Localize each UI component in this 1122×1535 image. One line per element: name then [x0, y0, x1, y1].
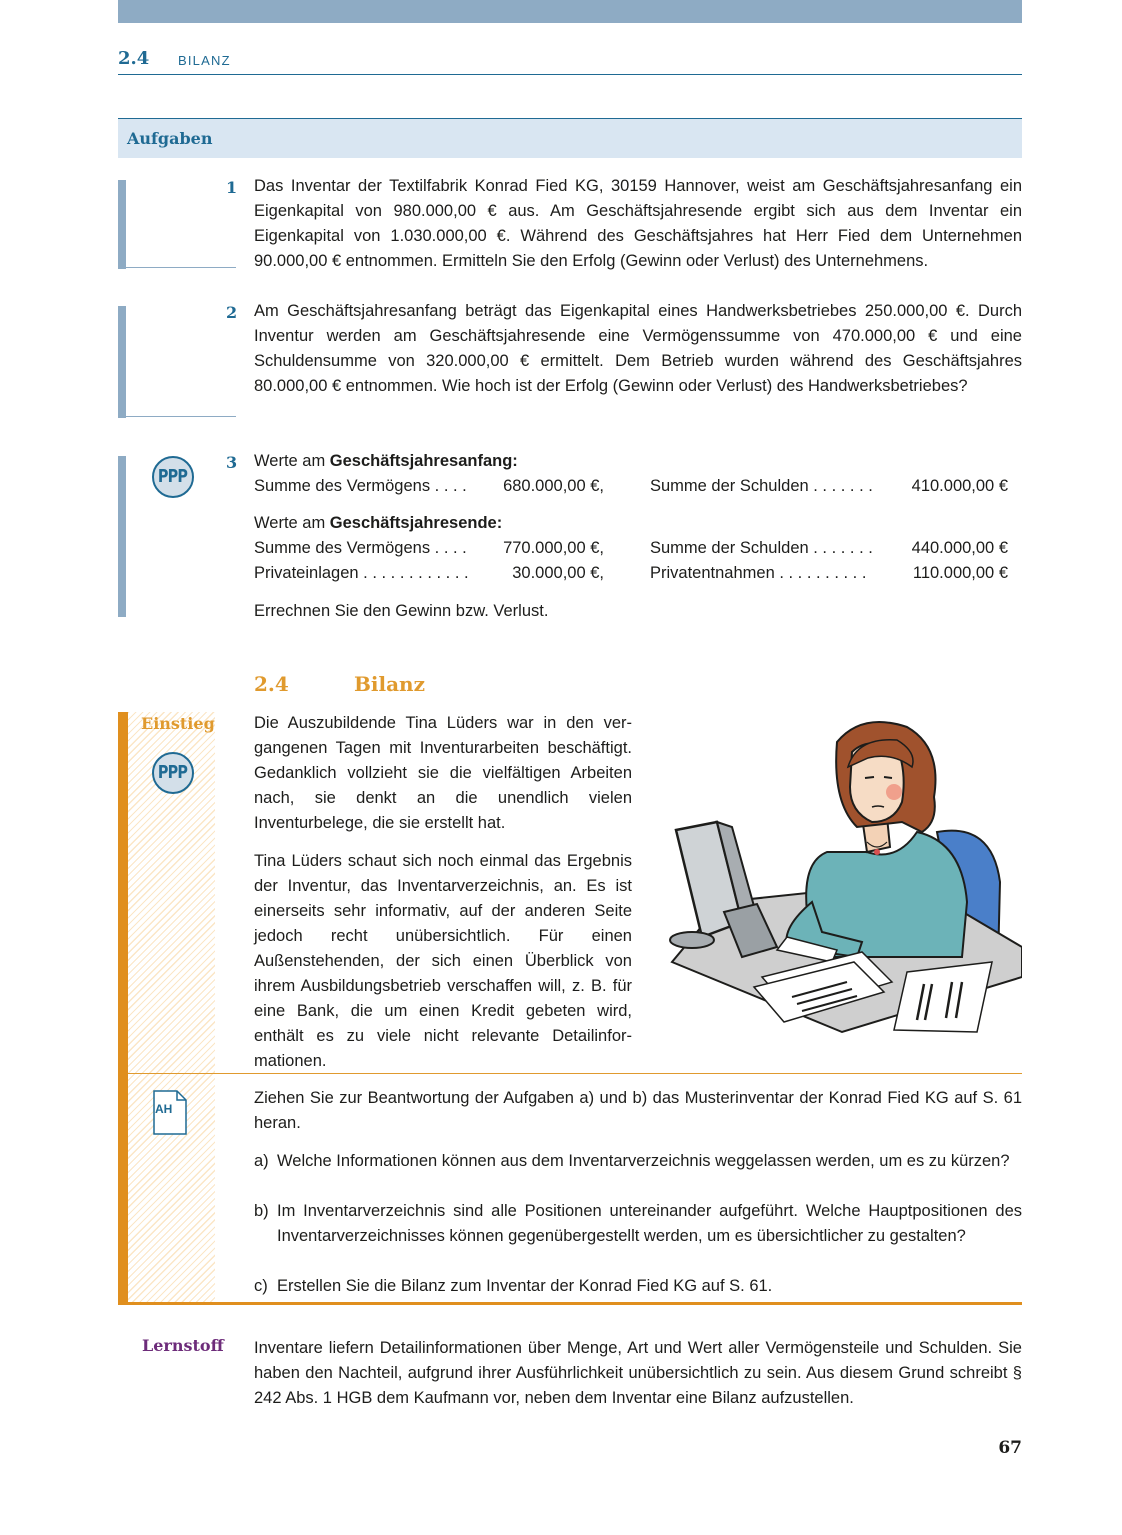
task-3-end-assets-label: Summe des Vermögens . . . . [254, 539, 467, 557]
task-1-text: Das Inventar der Textilfabrik Konrad Fied KG, 30159 Hannover, weist am Geschäftsjahresanfang ein Eigenkapital von 980.000,00 € aus. Am Geschäftsjahresende ergibt sich aus dem Inventar ein Eigenkapital von 1.030.000,00 €. Während des Geschäftsjahres hat Herr Fied dem Unternehmen 90.000,00 € entnommen. Ermitteln Sie den Erfolg (Gewinn oder Verlust) des Unternehmens. [254, 177, 1022, 270]
subtask-b-text: Im Inventarverzeichnis sind alle Positionen untereinander aufgeführt. Welche Hauptpositionen des Inventarverzeichnisses können gegenübergestellt werden, um es übersichtlicher zu gestalten? [277, 1202, 1022, 1245]
einstieg-instruction: Ziehen Sie zur Beantwortung der Aufgaben a) und b) das Musterinventar der Konrad Fied KG auf S. 61 heran. [254, 1089, 1022, 1132]
einstieg-separator [128, 1073, 1022, 1074]
einstieg-paragraph-1: Die Auszubildende Tina Lüders war in den vergangenen Tagen mit Inventurarbeiten beschäftigt. Gedanklich vollzieht sie die vielfältigen Arbeiten nach, sie denkt an die unendlich vielen Inventurbelege, die sie erstellt hat. [254, 714, 632, 832]
einstieg-label: Einstieg [141, 714, 215, 733]
task-1-margin-bar [118, 180, 126, 269]
tasks-header: Aufgaben [127, 129, 213, 148]
einstieg-hatch-area [128, 712, 215, 1303]
subtask-a-letter: a) [254, 1152, 269, 1170]
task-3-margin-bar [118, 456, 126, 617]
task-3-end-assets-value: 770.000,00 €, [503, 539, 604, 557]
ppp-badge-icon-einstieg: PPP [152, 752, 194, 794]
task-1-number: 1 [226, 178, 238, 197]
task-3-end-heading: Werte am Geschäftsjahresende: [254, 514, 503, 532]
ppp-badge-icon: PPP [152, 456, 194, 498]
page-number: 67 [998, 1438, 1022, 1458]
task-2-margin-line [126, 416, 236, 417]
task-3-question: Errechnen Sie den Gewinn bzw. Verlust. [254, 602, 549, 620]
illustration-woman-at-computer [662, 712, 1022, 1047]
einstieg-bottom-rule [118, 1302, 1022, 1305]
running-header [118, 46, 1022, 75]
einstieg-paragraph-2: Tina Lüders schaut sich noch einmal das Ergebnis der Inventur, das Inventarverzeichnis, an. Es ist einerseits sehr informativ, auf der anderen Seite jedoch recht unübersichtlich. Für einen Außenstehenden, der sich einen Überblick von ihrem Ausbildungsbetrieb verschaffen will, z. B. für eine Bank, die um einen Kredit gebeten wird, enthält es zu viele nicht relevante Detailinformationen. [254, 852, 632, 1070]
task-2-margin-bar [118, 306, 126, 418]
lernstoff-label: Lernstoff [142, 1336, 224, 1355]
task-3-start-debts-label: Summe der Schulden . . . . . . . [650, 477, 873, 495]
lernstoff-text: Inventare liefern Detailinformationen über Menge, Art und Wert aller Vermögensteile und Schulden. Sie haben den Nachteil, aufgrund ihrer Ausführlichkeit unübersichtlich zu sein. Aus diesem Grund schreibt § 242 Abs. 1 HGB dem Kaufmann vor, neben dem Inventar eine Bilanz aufzustellen. [254, 1339, 1022, 1407]
task-3-start-assets-value: 680.000,00 €, [503, 477, 604, 495]
task-2-text: Am Geschäftsjahresanfang beträgt das Eigenkapital eines Handwerksbetriebes 250.000,00 €. Durch Inventur werden am Geschäftsjahresende eine Vermögenssumme von 470.000,00 € und eine Schuldensumme von 320.000,00 € ermittelt. Dem Betrieb wurden während des Geschäftsjahres 80.000,00 € entnommen. Wie hoch ist der Erfolg (Gewinn oder Verlust) des Handwerksbetriebes? [254, 302, 1022, 395]
subtask-b-letter: b) [254, 1202, 269, 1220]
subtask-a-text: Welche Informationen können aus dem Inventarverzeichnis weggelassen werden, um es zu kürzen? [277, 1152, 1010, 1170]
subtask-c-letter: c) [254, 1277, 268, 1295]
task-3-end-debts-value: 440.000,00 € [911, 539, 1008, 557]
section-title: Bilanz [354, 672, 425, 696]
task-3-private-deposits-value: 30.000,00 €, [512, 564, 604, 582]
task-3-private-withdrawals-label: Privatentnahmen . . . . . . . . . . [650, 564, 867, 582]
task-3-number: 3 [226, 453, 238, 472]
task-3-end-debts-label: Summe der Schulden . . . . . . . [650, 539, 873, 557]
task-1-margin-line [126, 267, 236, 268]
task-3-start-heading: Werte am Geschäftsjahresanfang: [254, 452, 518, 470]
task-3-private-deposits-label: Privateinlagen . . . . . . . . . . . . [254, 564, 469, 582]
einstieg-margin-bar [118, 712, 128, 1305]
task-3-start-debts-value: 410.000,00 € [911, 477, 1008, 495]
tasks-header-bar [118, 118, 1022, 158]
header-section-title: BILANZ [178, 53, 231, 68]
task-3-private-withdrawals-value: 110.000,00 € [912, 564, 1008, 582]
task-3-start-assets-label: Summe des Vermögens . . . . [254, 477, 467, 495]
section-number: 2.4 [254, 672, 289, 696]
top-color-bar [118, 0, 1022, 23]
header-section-number: 2.4 [118, 48, 150, 69]
subtask-c-text: Erstellen Sie die Bilanz zum Inventar der Konrad Fied KG auf S. 61. [277, 1277, 773, 1295]
task-2-number: 2 [226, 303, 238, 322]
ah-label: AH [155, 1102, 173, 1116]
